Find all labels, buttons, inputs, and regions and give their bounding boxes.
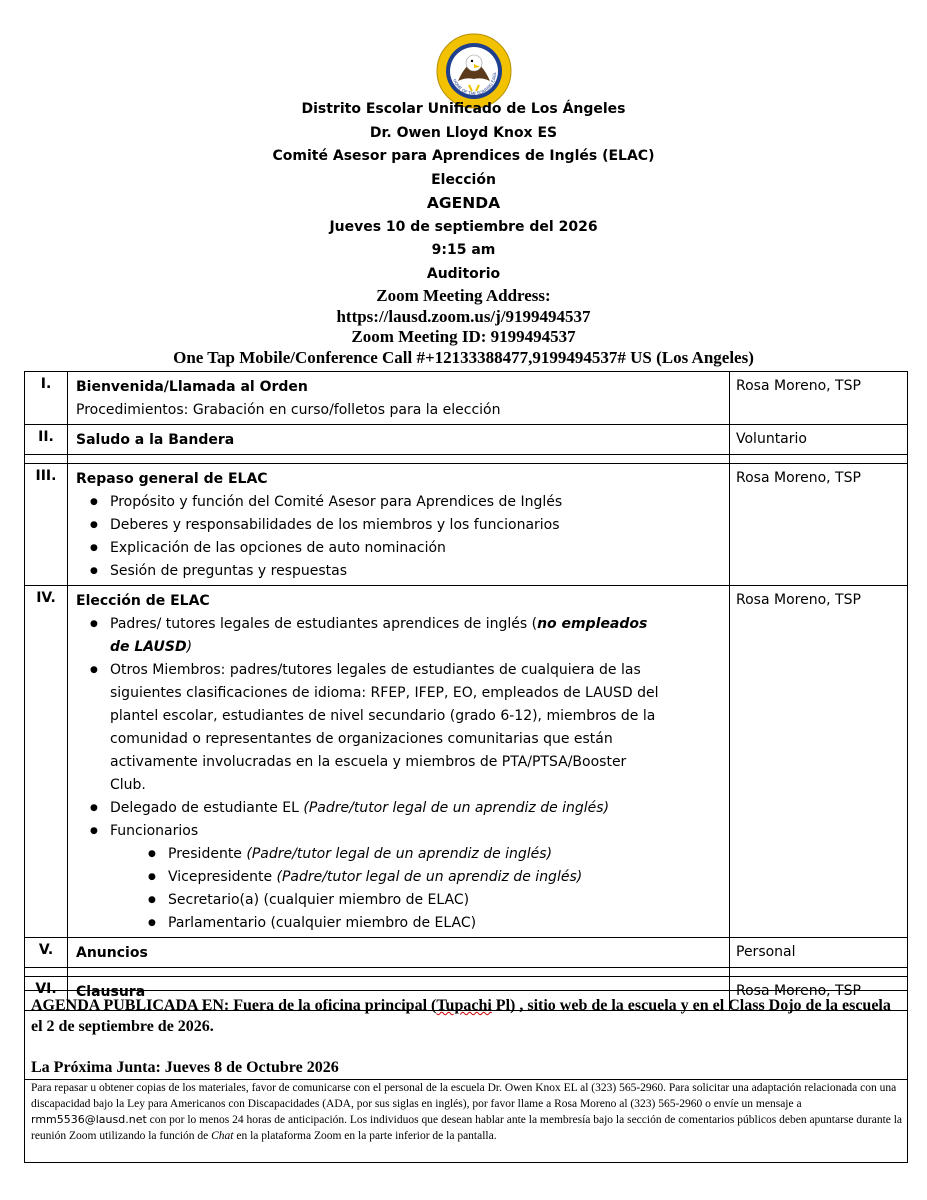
list-item-emphasis: (Padre/tutor legal de un aprendiz de inglés) (303, 800, 610, 816)
agenda-row-5 (25, 938, 908, 968)
list-item-text: Padres/ tutores legales de estudiantes aprendices de inglés ( (110, 616, 538, 632)
zoom-meeting-id: Zoom Meeting ID: 9199494537 (351, 327, 576, 346)
agenda-table (24, 371, 908, 1011)
agenda-item-note: Procedimientos: Grabación en curso/folletos para la elección (76, 402, 501, 418)
contact-email: rmm5536@lausd.net (31, 1113, 147, 1126)
list-item (76, 889, 659, 912)
list-item: ● Deberes y responsabilidades de los miembros y los funcionarios (76, 514, 723, 537)
list-item (76, 912, 659, 935)
fine-print-text-3: en la plataforma Zoom en la parte inferior de la pantalla. (233, 1129, 497, 1142)
list-item (76, 843, 659, 866)
agenda-item-title: Clausura (76, 984, 146, 1000)
list-item (76, 866, 659, 889)
agenda-number: II. (25, 425, 68, 455)
list-item: ● Explicación de las opciones de auto nominación (76, 537, 723, 560)
footer-divider (25, 1079, 907, 1080)
list-item-text: Secretario(a) (cualquier miembro de ELAC) (168, 892, 470, 908)
agenda-number: VI. (25, 977, 68, 1011)
committee-name: Comité Asesor para Aprendices de Inglés (ELAC) (272, 148, 655, 164)
posted-notice-text-end: Pl) , sitio web de la escuela y en el Class Dojo de la escuela el 2 de septiembre de 2026. (31, 997, 891, 1035)
agenda-item-title: Saludo a la Bandera (76, 432, 235, 448)
seal-ring-text-top: DR. OWEN LLOYD KNOX ELEMENTA (446, 42, 503, 73)
list-item-text: Vicepresidente (168, 869, 277, 885)
list-item (76, 613, 659, 659)
meeting-time: 9:15 am (431, 242, 496, 258)
agenda-presenter: Personal (730, 938, 908, 968)
seal-ring-text-bottom: HOME OF THE SOARING EAGL (452, 72, 498, 97)
agenda-presenter: Rosa Moreno, TSP (730, 586, 908, 938)
list-item: ● Funcionarios (76, 820, 659, 843)
agenda-item-title: Anuncios (76, 945, 148, 961)
agenda-row-4 (25, 586, 908, 938)
agenda-presenter: Rosa Moreno, TSP (730, 977, 908, 1011)
agenda-presenter: Rosa Moreno, TSP (730, 464, 908, 586)
next-meeting: La Próxima Junta: Jueves 8 de Octubre 2026 (31, 1059, 339, 1076)
fine-print-text: Para repasar u obtener copias de los materiales, favor de comunicarse con el personal de la escuela Dr. Owen Knox EL al (323) 565-2960. Para solicitar una adaptación relacionada con una discapacidad bajo la Ley para Americanos con Discapacidades (ADA, por sus siglas en inglés), por favor llame a Rosa Moreno al (323) 565-2960 o envíe un mensaje a (31, 1082, 897, 1110)
list-item (76, 797, 659, 820)
agenda-row-3 (25, 464, 908, 586)
agenda-row-2 (25, 425, 908, 455)
list-item-emphasis: (Padre/tutor legal de un aprendiz de inglés) (276, 869, 583, 885)
list-item-emphasis: no empleados de LAUSD (110, 616, 648, 655)
agenda-number: I. (25, 372, 68, 425)
meeting-place: Auditorio (426, 265, 501, 282)
list-item-text: Parlamentario (cualquier miembro de ELAC) (168, 915, 477, 931)
bullet-list (76, 491, 723, 583)
page-title: AGENDA (426, 194, 501, 212)
agenda-item-title: Repaso general de ELAC (76, 471, 268, 487)
agenda-item-title: Bienvenida/Llamada al Orden (76, 379, 308, 395)
list-item: ● Otros Miembros: padres/tutores legales de estudiantes de cualquiera de las siguientes clasificaciones de idioma: RFEP, IFEP, EO, empleados de LAUSD del plantel escolar, estudiantes de nivel secundario (grado 6-12), miembros de la comunidad o representantes de organizaciones comunitarias que están activamente involucradas en la escuela y miembros de PTA/PTSA/Booster Club. (76, 659, 659, 797)
list-item-emphasis: (Padre/tutor legal de un aprendiz de inglés) (246, 846, 553, 862)
posted-notice-text: AGENDA PUBLICADA EN: Fuera de la oficina principal ( (31, 997, 437, 1014)
agenda-number: V. (25, 938, 68, 968)
list-item-close: ) (186, 639, 193, 655)
list-item-text: Presidente (168, 846, 247, 862)
agenda-number: IV. (25, 586, 68, 938)
fine-print-text-2: con por lo menos 24 horas de anticipación. Los individuos que desean hablar ante la membresía bajo la sección de comentarios públicos deben apuntarse durante la reunión Zoom utilizando la función de (31, 1114, 903, 1142)
meeting-date: Jueves 10 de septiembre del 2026 (329, 218, 598, 235)
chat-term: Chat (211, 1129, 234, 1142)
posted-notice (31, 995, 901, 1037)
one-tap-number: One Tap Mobile/Conference Call #+12133388477,9199494537# US (Los Angeles) (173, 347, 754, 367)
list-item: ● Sesión de preguntas y respuestas (76, 560, 723, 583)
officer-list (76, 843, 659, 935)
agenda-item-title: Elección de ELAC (76, 593, 210, 609)
footer-box (24, 990, 908, 1163)
list-item: ● Propósito y función del Comité Asesor para Aprendices de Inglés (76, 491, 723, 514)
meeting-type: Elección (431, 171, 496, 188)
posted-place: Tupachi (436, 997, 492, 1014)
school-name: Dr. Owen Lloyd Knox ES (369, 124, 558, 141)
zoom-address-label: Zoom Meeting Address: (376, 286, 551, 305)
agenda-row-1 (25, 372, 908, 425)
zoom-url: https://lausd.zoom.us/j/9199494537 (336, 306, 591, 326)
bullet-list (76, 613, 659, 843)
document-header (0, 98, 927, 368)
agenda-number: III. (25, 464, 68, 586)
district-name: Distrito Escolar Unificado de Los Ángeles (301, 101, 626, 117)
agenda-presenter: Voluntario (730, 425, 908, 455)
agenda-presenter: Rosa Moreno, TSP (730, 372, 908, 425)
list-item-text: Delegado de estudiante EL (110, 800, 304, 816)
fine-print (31, 1081, 903, 1144)
